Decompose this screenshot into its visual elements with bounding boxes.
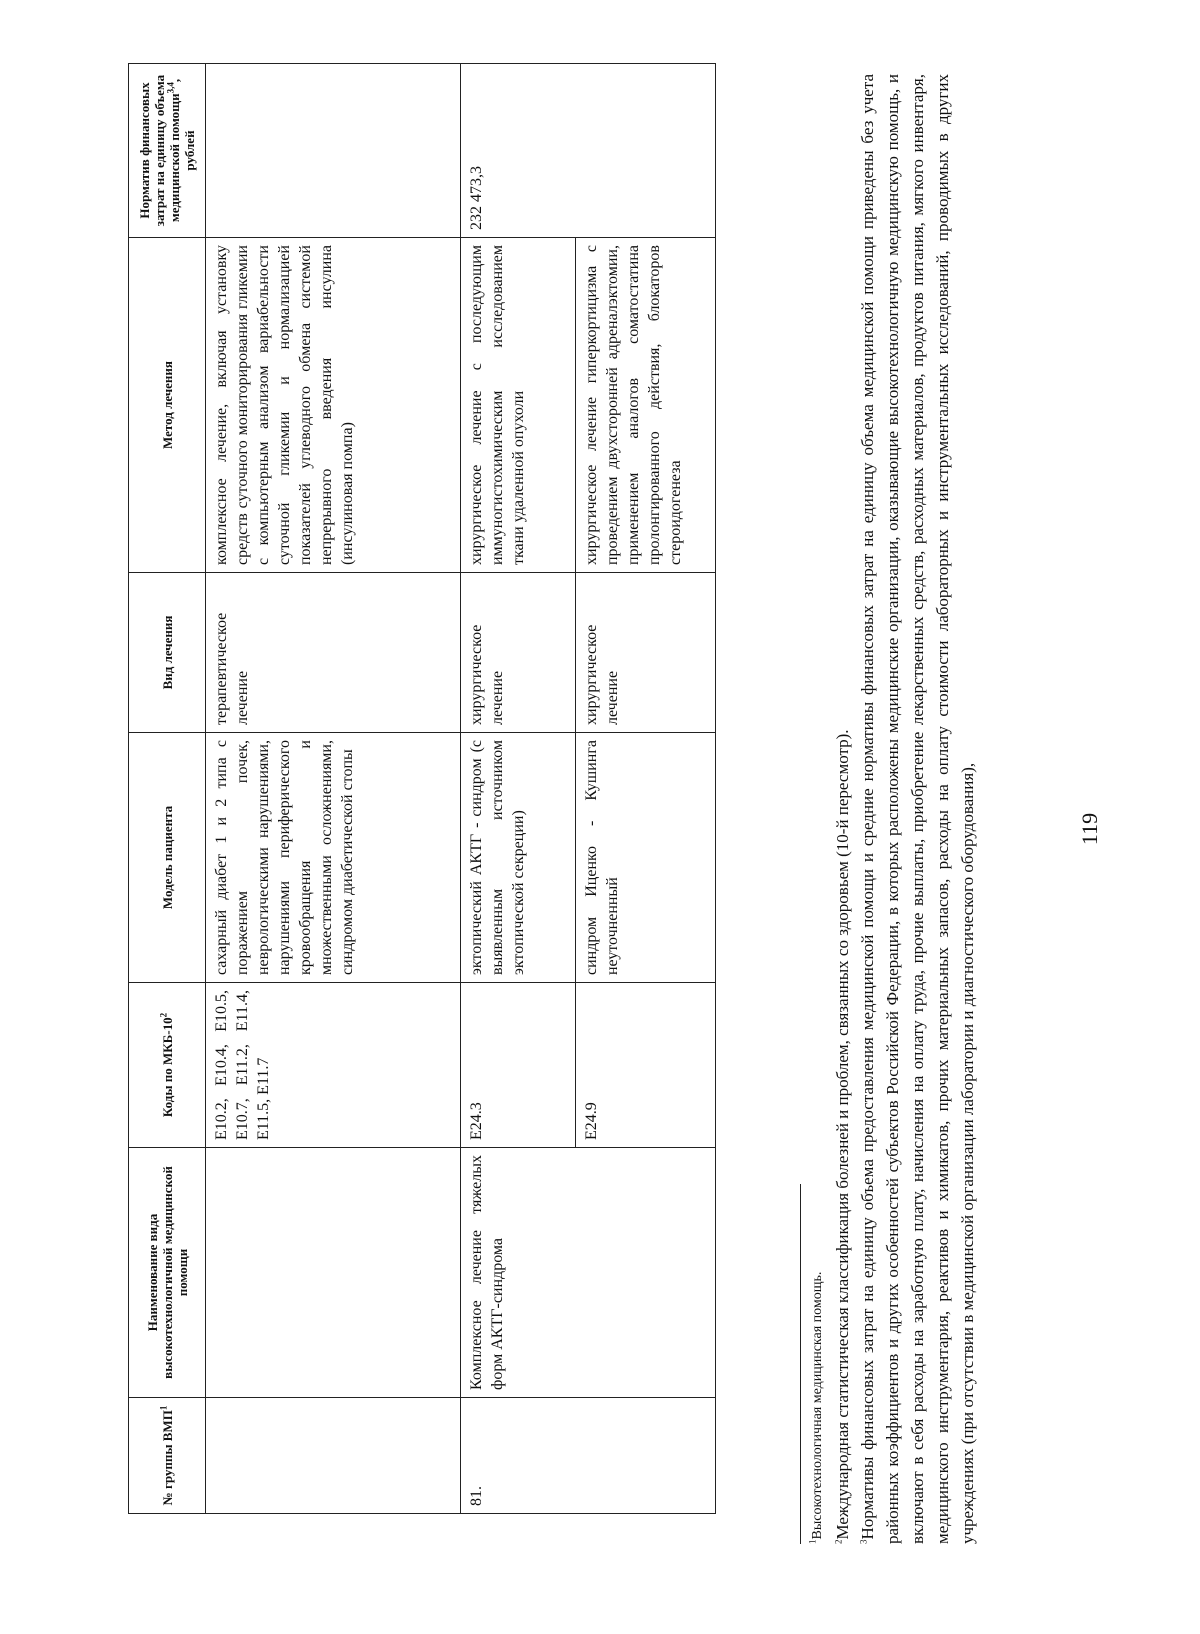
footnote-3: $^3$Нормативы финансовых затрат на единицу объема предоставления медицинской помощи и средние нормативы финансовых затрат на единицу объема медицинской помощи приведены без учета районных коэффициентов и других особенностей субъектов Российской Федерации, в которых расположены медицинские организации, оказывающие высокотехнологичную медицинскую помощь, и включают в себя расходы на заработную плату, начисления на оплату труда, прочие выплаты, приобретение лекарственных средств, расходных материалов, продуктов питания, мягкого инвентаря, медицинского инструментария, реактивов и химикатов, прочих материальных запасов, расходы на оплату стоимости лабораторных и инструментальных исследований, проводимых в других учреждениях (при отсутствии в медицинской организации лаборатории и диагностического оборудования), <box>858 74 977 1544</box>
cell-icd-codes: E24.9 <box>576 983 716 1148</box>
cell-vmp-name: Комплексное лечение тяжелых форм АКТГ-синдрома <box>461 1148 716 1398</box>
cell-vmp-name <box>206 1148 461 1398</box>
cell-treatment-type: терапевтическое лечение <box>206 573 461 733</box>
header-vmp-name: Наименование вида высокотехнологичной медицинской помощи <box>129 1148 206 1398</box>
header-treatment-method: Метод лечения <box>129 238 206 573</box>
header-icd-codes: Коды по МКБ-$10^2$ <box>129 983 206 1148</box>
cell-treatment-type: хирургическое лечение <box>461 573 576 733</box>
cell-treatment-type: хирургическое лечение <box>576 573 716 733</box>
footnote-2: $^2$Международная статистическая классификация болезней и проблем, связанных со здоровьем (10-й пересмотр). <box>833 729 852 1544</box>
cell-patient-model: сахарный диабет 1 и 2 типа с поражением почек, неврологическими нарушениями, нарушениями периферического кровообращения и множественными осложнениями, синдромом диабетической стопы <box>206 733 461 983</box>
cell-group-no <box>206 1398 461 1514</box>
cell-rate: 232 473,3 <box>461 64 716 238</box>
table-row <box>461 64 576 1514</box>
footnotes <box>805 74 980 1544</box>
header-patient-model: Модель пациента <box>129 733 206 983</box>
footnote-1: $^1$Высокотехнологичная медицинская помощь. <box>807 1271 825 1544</box>
table-header-row <box>129 64 206 1514</box>
header-group-no: № группы ВМП$^1$ <box>129 1398 206 1514</box>
cell-treatment-method: хирургическое лечение гиперкортицизма с проведением двухсторонней адреналэктомии, применением аналогов соматостатина пролонгированного действия, блокаторов стероидогенеза <box>576 238 716 573</box>
cell-icd-codes: E10.2, E10.4, E10.5, E10.7, E11.2, E11.4, E11.5, E11.7 <box>206 983 461 1148</box>
cell-treatment-method: комплексное лечение, включая установку средств суточного мониторирования гликемии с компьютерным анализом вариабельности суточной гликемии и нормализацией показателей углеводного обмена системой непрерывного введения инсулина (инсулиновая помпа) <box>206 238 461 573</box>
cell-icd-codes: E24.3 <box>461 983 576 1148</box>
header-rate: Норматив финансовых затрат на единицу объема медицинской помощи$^{3,4}$, рублей <box>129 64 206 238</box>
page-number: 119 <box>1077 812 1102 846</box>
cell-treatment-method: хирургическое лечение с последующим иммуногистохимическим исследованием ткани удаленной опухоли <box>461 238 576 573</box>
vmp-table <box>128 63 716 1514</box>
cell-patient-model: синдром Иценко - Кушинга неуточненный <box>576 733 716 983</box>
cell-patient-model: эктопический АКТГ - синдром (с выявленным источником эктопической секреции) <box>461 733 576 983</box>
cell-group-no: 81. <box>461 1398 716 1514</box>
cell-rate <box>206 64 461 238</box>
header-treatment-type: Вид лечения <box>129 573 206 733</box>
footnote-separator <box>800 1184 801 1544</box>
table-row <box>206 64 461 1514</box>
